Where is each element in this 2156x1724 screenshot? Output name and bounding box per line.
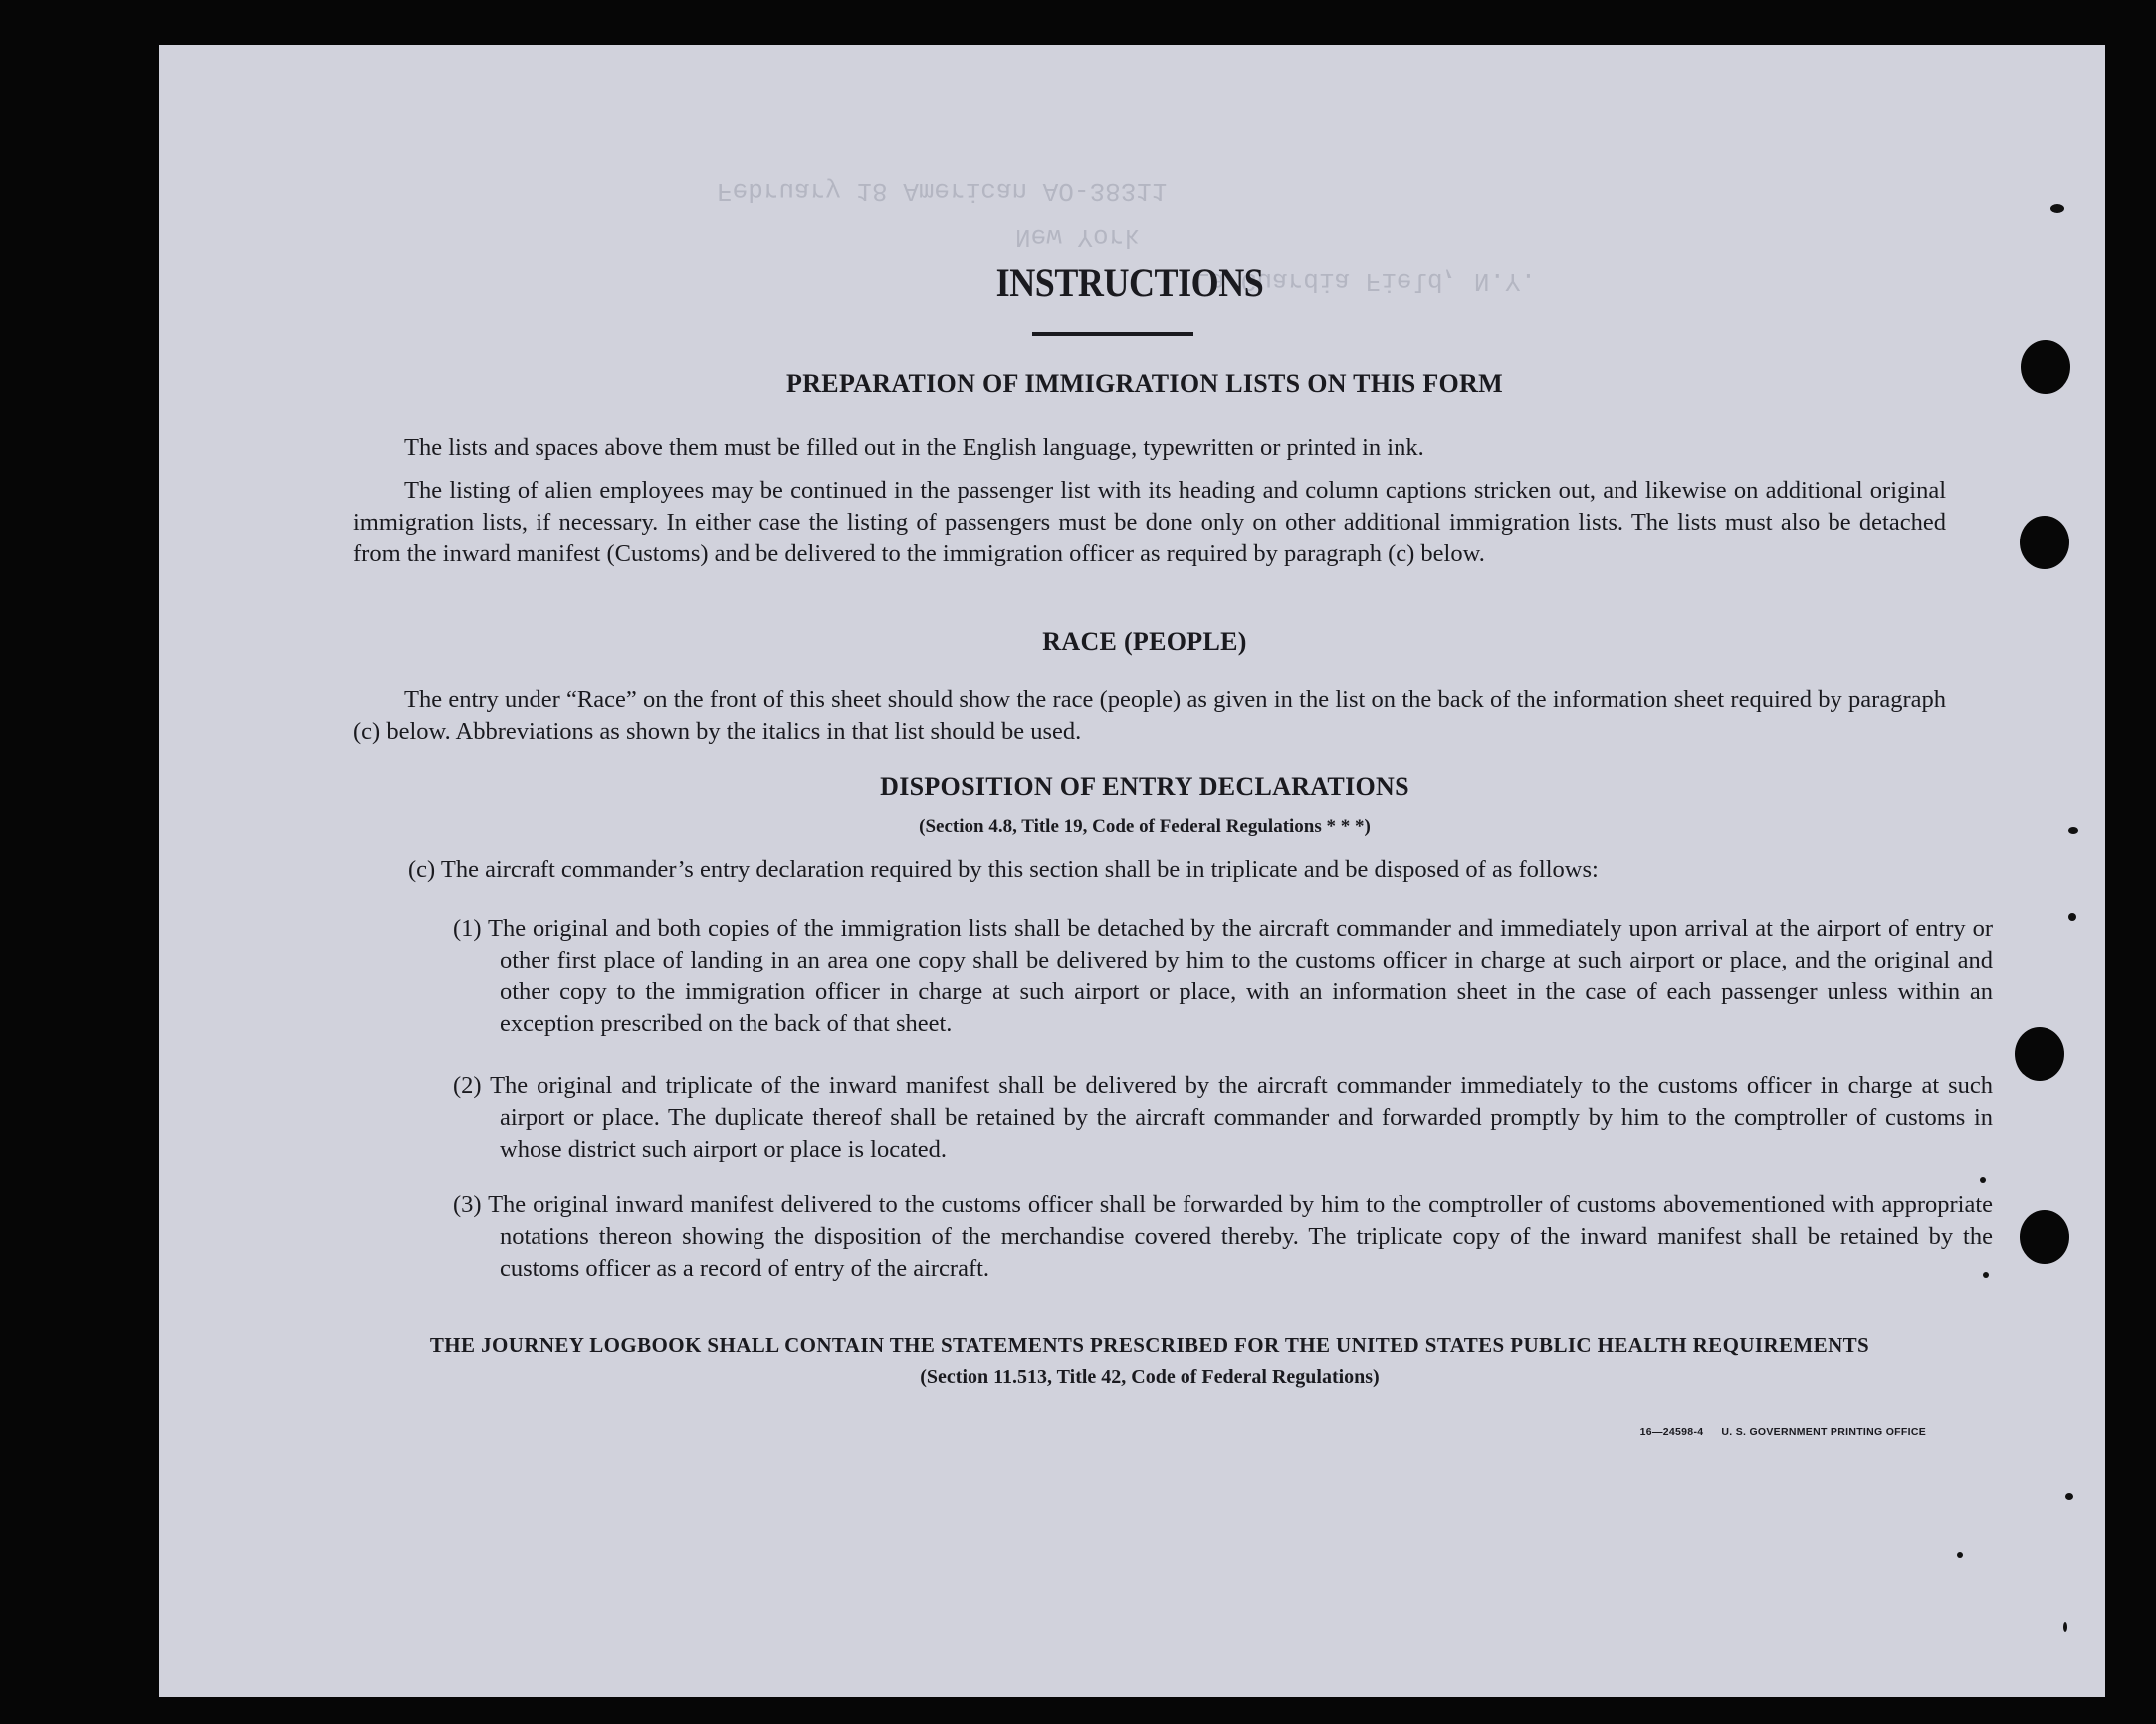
punch-hole (2020, 1210, 2069, 1264)
list-item-2: (2) The original and triplicate of the inward manifest shall be delivered by the aircraft commander immediately to the customs officer in charge at such airport or place. The duplicate thereof shall be retained by the aircraft commander and forwarded promptly by him to the comptroller of customs in whose district such airport or place is located. (453, 1072, 1993, 1163)
section-heading-race: RACE (PEOPLE) (1042, 627, 1247, 656)
bleed-through-text: New York (1015, 222, 1140, 252)
bleed-through-text: La Guardia Field, N.Y. (1194, 266, 1537, 296)
section-heading-preparation: PREPARATION OF IMMIGRATION LISTS ON THIS FORM (786, 369, 1503, 398)
punch-hole (2015, 1027, 2064, 1081)
list-item-3: (3) The original inward manifest delivered to the customs officer shall be forwarded by him to the comptroller of customs abovementioned with appropriate notations thereon showing the disposition of the merchandise covered thereby. The triplicate copy of the inward manifest shall be retained by the customs officer as a record of entry of the aircraft. (453, 1191, 1993, 1282)
ink-speck (1957, 1552, 1963, 1558)
bleed-through-text: February 18 American AO-38311 (717, 176, 1168, 206)
printer-name: U. S. GOVERNMENT PRINTING OFFICE (1721, 1426, 1926, 1438)
section-heading-disposition: DISPOSITION OF ENTRY DECLARATIONS (880, 772, 1409, 801)
list-item-1: (1) The original and both copies of the immigration lists shall be detached by the aircraft commander and immediately upon arrival at the airport of entry or other first place of landing in an area one copy shall be delivered by him to the customs officer in charge at such airport or place, and the original and other copy to the immigration officer in charge at such airport or place, with an information sheet in the case of each passenger unless within an exception prescribed on the back of that sheet. (453, 915, 1993, 1037)
disposition-citation: (Section 4.8, Title 19, Code of Federal Regulations * * *) (919, 816, 1371, 837)
journey-logbook-statement: THE JOURNEY LOGBOOK SHALL CONTAIN THE STATEMENTS PRESCRIBED FOR THE UNITED STATES PUBLIC HEALTH REQUIREMENTS (429, 1333, 1870, 1357)
paragraph-c-intro: (c) The aircraft commander’s entry declaration required by this section shall be in triplicate and be disposed of as follows: (408, 856, 1599, 883)
ink-speck (2065, 1493, 2073, 1500)
document-sheet (159, 45, 2105, 1697)
ink-speck (2050, 204, 2064, 213)
paragraph-race: The entry under “Race” on the front of this sheet should show the race (people) as given in the list on the back of the information sheet required by paragraph (c) below. Abbreviations as shown by the italics in that list should be used. (353, 686, 1946, 745)
punch-hole (2020, 516, 2069, 569)
paragraph-preparation-2: The listing of alien employees may be continued in the passenger list with its heading and column captions stricken out, and likewise on additional original immigration lists, if necessary. In either case the listing of passengers must be done only on other additional immigration lists. The lists must also be detached from the inward manifest (Customs) and be delivered to the immigration officer as required by paragraph (c) below. (353, 477, 1946, 567)
printer-imprint (1588, 1426, 1926, 1438)
ink-speck (2068, 913, 2076, 921)
ink-speck (1983, 1272, 1989, 1278)
form-number: 16—24598-4 (1639, 1426, 1704, 1438)
punch-hole (2021, 340, 2070, 394)
paragraph-preparation-1: The lists and spaces above them must be filled out in the English language, typewritten or printed in ink. (404, 434, 1424, 461)
ink-speck (2063, 1622, 2067, 1632)
instructions-content (159, 45, 2105, 1697)
ink-speck (1980, 1177, 1986, 1183)
journey-citation: (Section 11.513, Title 42, Code of Federal Regulations) (920, 1366, 1380, 1388)
title-underline (1032, 332, 1193, 336)
ink-speck (2068, 827, 2078, 834)
page-title: INSTRUCTIONS (995, 260, 1264, 305)
